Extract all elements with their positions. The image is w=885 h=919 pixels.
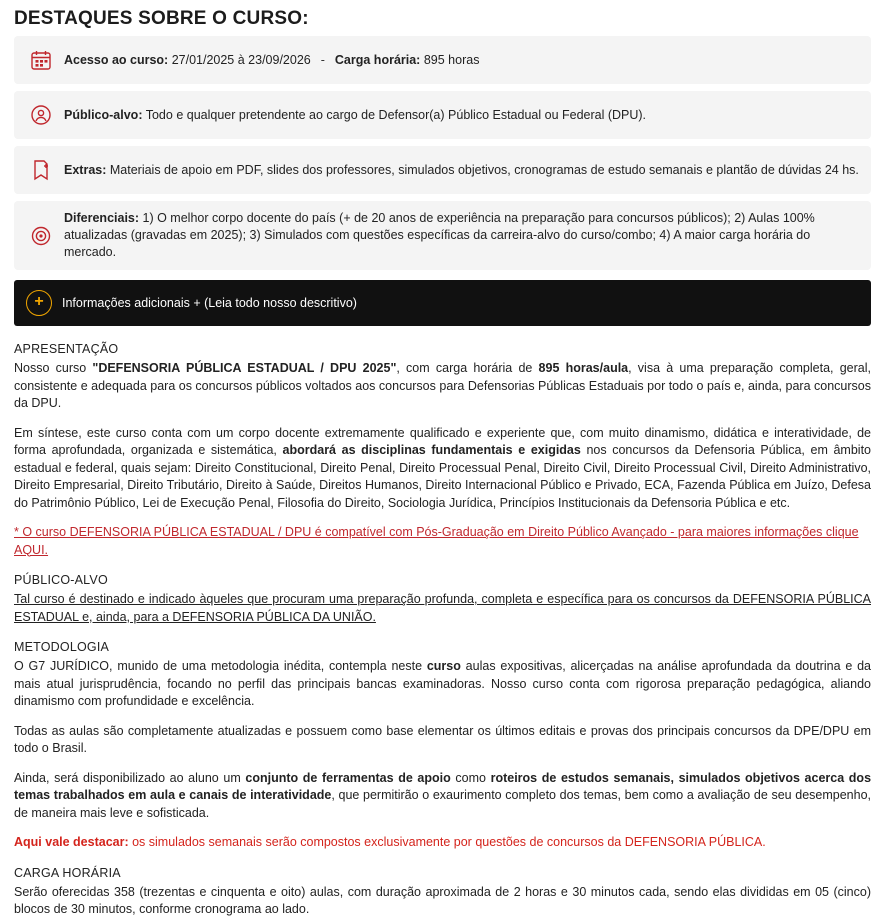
metod-p1-post: aulas expositivas, alicerçadas na análise aprofundada da doutrina e da mais atual jurisprudência, focando no perfil das principais bancas examinadoras. Nosso curso conta com rigorosa preparação pedagógica, aliando dinamismo com profundidade e excelência. <box>14 659 871 708</box>
extras-label: Extras: <box>64 162 107 177</box>
extras-value: Materiais de apoio em PDF, slides dos professores, simulados objetivos, cronogramas de estudo semanais e plantão de dúvidas 24 hs. <box>109 162 859 177</box>
course-description <box>0 326 885 919</box>
apres-p2-bold: abordará as disciplinas fundamentais e exigidas <box>282 443 581 457</box>
heading-publico-alvo: PÚBLICO-ALVO <box>14 573 108 587</box>
differentials-value: 1) O melhor corpo docente do país (+ de 20 anos de experiência na preparação para concursos públicos); 2) Aulas 100% atualizadas (gravadas em 2025); 3) Simulados com questões específicas da carreira-alvo do curso/combo; 4) A maior carga horária do mercado. <box>64 211 815 259</box>
highlight-text-access <box>64 52 479 69</box>
plus-circle-icon: + <box>26 290 52 316</box>
paragraph-publico-alvo: Tal curso é destinado e indicado àqueles que procuram uma preparação profunda, completa e específica para os concursos da DEFENSORIA PÚBLICA ESTADUAL e, ainda, para a DEFENSORIA PÚBLICA DA UNIÃO. <box>14 592 871 624</box>
heading-apresentacao: APRESENTAÇÃO <box>14 342 119 356</box>
paragraph-apresentacao-2 <box>14 425 871 513</box>
apres-p1-bold1: "DEFENSORIA PÚBLICA ESTADUAL / DPU 2025" <box>92 361 397 375</box>
hours-label: Carga horária: <box>334 52 421 67</box>
highlight-text-audience <box>64 107 646 124</box>
page-title: DESTAQUES SOBRE O CURSO: <box>14 8 309 29</box>
metod-p3-mid: como <box>450 770 491 785</box>
highlights-list <box>0 36 885 270</box>
simulados-highlight-pre: Aqui vale destacar: <box>14 835 133 849</box>
apres-p1-post: , visa à uma preparação completa, geral, consistente e adequada para os concursos públicos voltados aos concursos para Defensorias Públicas Estaduais por todo o país e, ainda, para concursos da DPU. <box>14 361 871 410</box>
row-separator: - <box>320 52 325 67</box>
highlight-text-extras <box>64 162 859 179</box>
paragraph-metodologia-3 <box>14 770 871 823</box>
metod-p1-pre: O G7 JURÍDICO, munido de uma metodologia inédita, contempla neste <box>14 659 427 673</box>
apres-p2-post: nos concursos da Defensoria Pública, em âmbito estadual e federal, quais sejam: Direito Constitucional, Direito Penal, Direito Processual Penal, Direito Civil, Direito Processual Civil, Direito Administrativo, Direito Empresarial, Direito Tributário, Direito à Saúde, Direitos Humanos, Direito Internacional Público e Privado, ECA, Fazenda Pública em Juízo, Defesa do Patrimônio Público, Lei de Execução Penal, Filosofia do Direito, Sociologia Jurídica, Princípios Institucionais da Defensoria Pública e etc. <box>14 443 871 510</box>
highlight-row-access <box>14 36 871 84</box>
simulados-highlight-post: os simulados semanais serão compostos exclusivamente por questões de concursos da DEFENSORIA PÚBLICA. <box>132 835 766 849</box>
pos-graduacao-link[interactable]: * O curso DEFENSORIA PÚBLICA ESTADUAL / DPU é compatível com Pós-Graduação em Direito Público Avançado - para maiores informações clique AQUI. <box>14 525 859 557</box>
highlight-text-differentials <box>64 210 859 261</box>
medal-icon <box>26 221 56 251</box>
differentials-label: Diferenciais: <box>64 211 140 225</box>
metod-p3-post: , que permitirão o exaurimento completo dos temas, bem como a avaliação de seu desempenho, de maneira mais leve e sofisticada. <box>14 788 871 820</box>
heading-metodologia: METODOLOGIA <box>14 640 110 654</box>
paragraph-carga-horaria: Serão oferecidas 358 (trezentas e cinquenta e oito) aulas, com duração aproximada de 2 horas e 30 minutos cada, sendo elas divididas em 05 (cinco) blocos de 30 minutos, conforme cronograma ao lado. <box>14 884 871 916</box>
target-user-icon <box>26 100 56 130</box>
apres-p2-pre: Em síntese, este curso conta com um corpo docente extremamente qualificado e experiente que, com muito dinamismo, didática e interatividade, de forma aprofundada, organizada e sistemática, <box>14 425 871 457</box>
highlight-row-audience <box>14 91 871 139</box>
metod-p3-bold2: roteiros de estudos semanais, simulados objetivos acerca dos temas trabalhados em aula e canais de interatividade <box>14 770 872 802</box>
paragraph-apresentacao-1 <box>14 360 871 413</box>
additional-info-bar[interactable] <box>14 280 871 326</box>
apres-p1-pre: Nosso curso <box>14 361 93 375</box>
paragraph-metodologia-1 <box>14 658 871 711</box>
metod-p1-bold: curso <box>426 659 461 673</box>
paragraph-metodologia-2: Todas as aulas são completamente atualizadas e possuem como base elementar os últimos editais e provas dos principais concursos da DPE/DPU em todo o Brasil. <box>14 723 871 755</box>
apres-p1-bold2: 895 horas/aula <box>538 361 629 375</box>
additional-info-label: Informações adicionais + (Leia todo nosso descritivo) <box>62 296 357 310</box>
apres-p1-mid: , com carga horária de <box>396 361 539 375</box>
metod-p3-bold1: conjunto de ferramentas de apoio <box>245 770 451 785</box>
access-label: Acesso ao curso: <box>64 52 169 67</box>
highlight-row-differentials <box>14 201 871 270</box>
access-value: 27/01/2025 à 23/09/2026 <box>171 52 311 67</box>
audience-value: Todo e qualquer pretendente ao cargo de Defensor(a) Público Estadual ou Federal (DPU). <box>145 107 647 122</box>
metod-p3-pre: Ainda, será disponibilizado ao aluno um <box>14 770 246 785</box>
highlight-row-extras <box>14 146 871 194</box>
paragraph-simulados-highlight <box>14 834 871 852</box>
heading-carga-horaria: CARGA HORÁRIA <box>14 865 121 880</box>
hours-value: 895 horas <box>423 52 480 67</box>
bookmark-plus-icon <box>26 155 56 185</box>
calendar-icon <box>26 45 56 75</box>
audience-label: Público-alvo: <box>64 107 143 122</box>
